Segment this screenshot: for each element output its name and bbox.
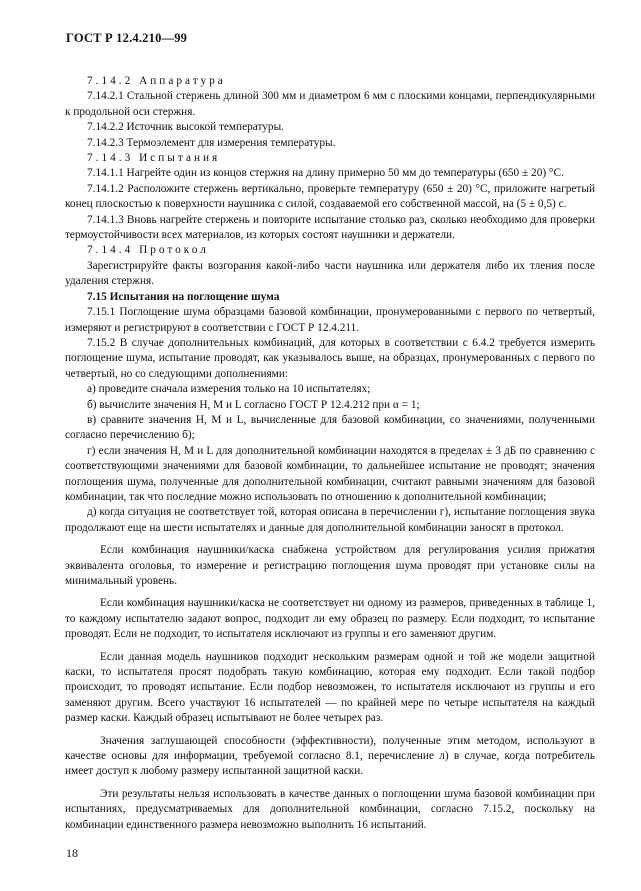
paragraph: 7.14.2.2 Источник высокой температуры. <box>87 121 284 134</box>
paragraph: Значения заглушающей способности (эффективности), полученные этим методом, используют в качестве основы для информации, требуемой согласно 8.1, перечисление л) в случае, когда потребитель имеет доступ к любому размеру испытанной защитной каски. <box>65 734 595 778</box>
list-item: в) сравните значения H, M и L, вычисленные для базовой комбинации, со значениями, полученными согласно перечислению б); <box>65 413 595 442</box>
section-heading-tests: 7.14.3 Испытания <box>87 152 221 165</box>
section-heading-protocol: 7.14.4 Протокол <box>87 244 209 257</box>
paragraph: 7.14.1.3 Вновь нагрейте стержень и повторите испытание столько раз, сколько необходимо для проверки термоустойчивости всех материалов, из которых состоят наушники и держатели. <box>65 213 595 242</box>
list-item: г) если значения H, M и L для дополнительной комбинации находятся в пределах ± 3 дБ по сравнению с соответствующими значениями для базовой комбинации, то дальнейшее испытание не проводят; значения поглощения шума, полученные для дополнительной комбинации, считают равными значениям для базовой комбинации, так что последние можно использовать по отношению к дополнительной комбинации; <box>65 444 595 503</box>
paragraph: Если данная модель наушников подходит нескольким размерам одной и той же модели защитной каски, то испытателя просят подобрать такую комбинацию, которая ему подходит. Если такой подбор происходит, то проводят испытание. Если подбор невозможен, то испытателя исключают из группы и его заменяют другим. Всего участвуют 16 испытателей — по крайней мере по четыре испытателя на каждый размер каски. Каждый образец испытывают не более четырех раз. <box>65 650 595 725</box>
paragraph: Если комбинация наушники/каска не соответствует ни одному из размеров, приведенных в таблице 1, то каждому испытателю задают вопрос, подходит ли ему образец по размеру. Если подходит, то испытание проводят. Если не подходит, то испытателя исключают из группы и его заменяют другим. <box>65 597 595 641</box>
list-item: а) проведите сначала измерения только на 10 испытателях; <box>87 383 371 396</box>
paragraph: 7.15.1 Поглощение шума образцами базовой комбинации, пронумерованными с первого по четвертый, измеряют и регистрируют в соответствии с ГОСТ Р 12.4.211. <box>65 306 595 334</box>
list-item: б) вычислите значения H, M и L согласно ГОСТ Р 12.4.212 при α = 1; <box>87 398 420 411</box>
paragraph: Зарегистрируйте факты возгорания какой-либо части наушника или держателя либо их тления после удаления стержня. <box>65 259 595 288</box>
paragraph: 7.15.2 В случае дополнительных комбинаций, для которых в соответствии с 6.4.2 требуется измерить поглощение шума, испытание проводят, как указывалось выше, на образцах, пронумерованных с первого по четвертый, но со следующими дополнениями: <box>65 336 595 380</box>
document-header: ГОСТ Р 12.4.210—99 <box>66 31 188 45</box>
paragraph: 7.14.1.1 Нагрейте один из концов стержня на длину примерно 50 мм до температуры (650 ± 20) °С. <box>87 167 564 180</box>
paragraph: 7.14.1.2 Расположите стержень вертикально, проверьте температуру (650 ± 20) °С, приложите нагретый конец плоскостью к поверхности наушника с силой, создаваемой его собственной массой, на (5 ± 0,5) с. <box>65 182 595 211</box>
paragraph: 7.14.2.1 Стальной стержень длиной 300 мм и диаметром 6 мм с плоскими концами, перпендикулярными к продольной оси стержня. <box>65 90 595 118</box>
list-item: д) когда ситуация не соответствует той, которая описана в перечислении г), испытание поглощения звука продолжают еще на шести испытателях и данные для дополнительной комбинации заносят в протокол. <box>65 506 595 534</box>
page-number: 18 <box>66 846 78 860</box>
section-heading-apparatus: 7.14.2 Аппаратура <box>87 75 226 87</box>
paragraph: Если комбинация наушники/каска снабжена устройством для регулирования усилия прижатия эквивалента оголовья, то измерение и регистрацию поглощения шума проводят при установке силы на минимальный уровень. <box>65 544 595 587</box>
paragraph: Эти результаты нельзя использовать в качестве данных о поглощении шума базовой комбинации при испытаниях, предусматриваемых для дополнительной комбинации, согласно 7.15.2, поскольку на комбинации единственного размера невозможно выполнить 16 испытаний. <box>65 787 595 831</box>
document-body <box>65 74 595 833</box>
section-heading-noise-absorption: 7.15 Испытания на поглощение шума <box>87 290 280 303</box>
paragraph: 7.14.2.3 Термоэлемент для измерения температуры. <box>87 136 336 149</box>
